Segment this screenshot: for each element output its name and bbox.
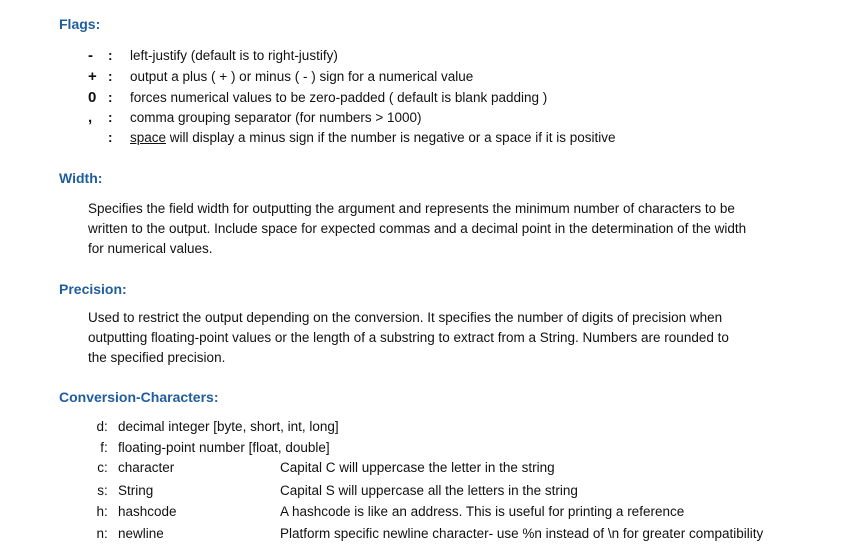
flag-description: comma grouping separator (for numbers > 1000) [130,109,422,125]
flag-colon: : [108,109,113,125]
conversion-note: A hashcode is like an address. This is useful for printing a reference [280,503,685,519]
conversion-note: Capital C will uppercase the letter in the string [280,459,555,475]
conversion-note: Capital S will uppercase all the letters in the string [280,482,578,498]
flag-row-comma [88,107,422,127]
space-flag-text: will display a minus sign if the number is negative or a space if it is positive [166,129,616,145]
conversion-name: hashcode [118,503,177,519]
flag-symbol: + [88,67,97,85]
space-keyword: space [130,129,167,145]
conversion-char: f [100,439,104,455]
conversion-colon: : [104,418,108,434]
conversion-row-n [88,523,764,543]
conversion-colon: : [104,459,108,475]
conversion-char: s [97,482,104,498]
conversion-colon: : [104,525,108,541]
flag-row-space [88,127,616,147]
conversion-note: Platform specific newline character- use %n instead of \n for greater compatibility [280,525,764,541]
conversion-row-c [88,457,555,477]
precision-heading: Precision: [59,281,127,297]
flag-row-zero [88,87,547,107]
flag-colon: : [108,68,113,84]
flag-colon: : [108,47,113,63]
conversion-row-f [88,437,330,457]
conversion-name: newline [118,525,164,541]
conversion-name: floating-point number [float, double] [118,439,330,455]
flag-colon: : [108,129,113,145]
flag-colon: : [108,89,113,105]
width-description: Specifies the field width for outputting the argument and represents the minimum number of characters to be written to the output. Include space for expected commas and a decimal point in the determination of the width for numerical values. [88,201,747,256]
flag-description: forces numerical values to be zero-padded ( default is blank padding ) [130,89,548,105]
conversion-row-d [88,416,339,436]
precision-description: Used to restrict the output depending on the conversion. It specifies the number of digits of precision when outputting floating-point values or the length of a substring to extract from a String. Numbers are rounded to the specified precision. [88,310,729,365]
conversion-colon: : [104,482,108,498]
flag-symbol: - [88,46,93,64]
conversion-char: c [97,459,104,475]
conversion-heading: Conversion-Characters: [59,389,219,405]
conversion-colon: : [104,503,108,519]
flag-description [130,130,616,145]
conversion-name: String [118,482,154,498]
flag-row-plus [88,66,473,86]
conversion-name: decimal integer [byte, short, int, long] [118,418,339,434]
conversion-name: character [118,459,175,475]
flag-description: output a plus ( + ) or minus ( - ) sign for a numerical value [130,68,474,84]
flags-heading: Flags: [59,16,101,32]
conversion-char: d [96,418,104,434]
conversion-row-h [88,501,685,521]
flag-description: left-justify (default is to right-justify) [130,47,338,63]
width-heading: Width: [59,170,103,186]
flag-symbol: 0 [88,88,97,106]
flag-symbol: , [88,108,93,126]
conversion-char: n [96,525,104,541]
conversion-colon: : [104,439,108,455]
conversion-char: h [96,503,104,519]
conversion-row-s [88,480,578,500]
flag-row-minus [88,45,338,65]
